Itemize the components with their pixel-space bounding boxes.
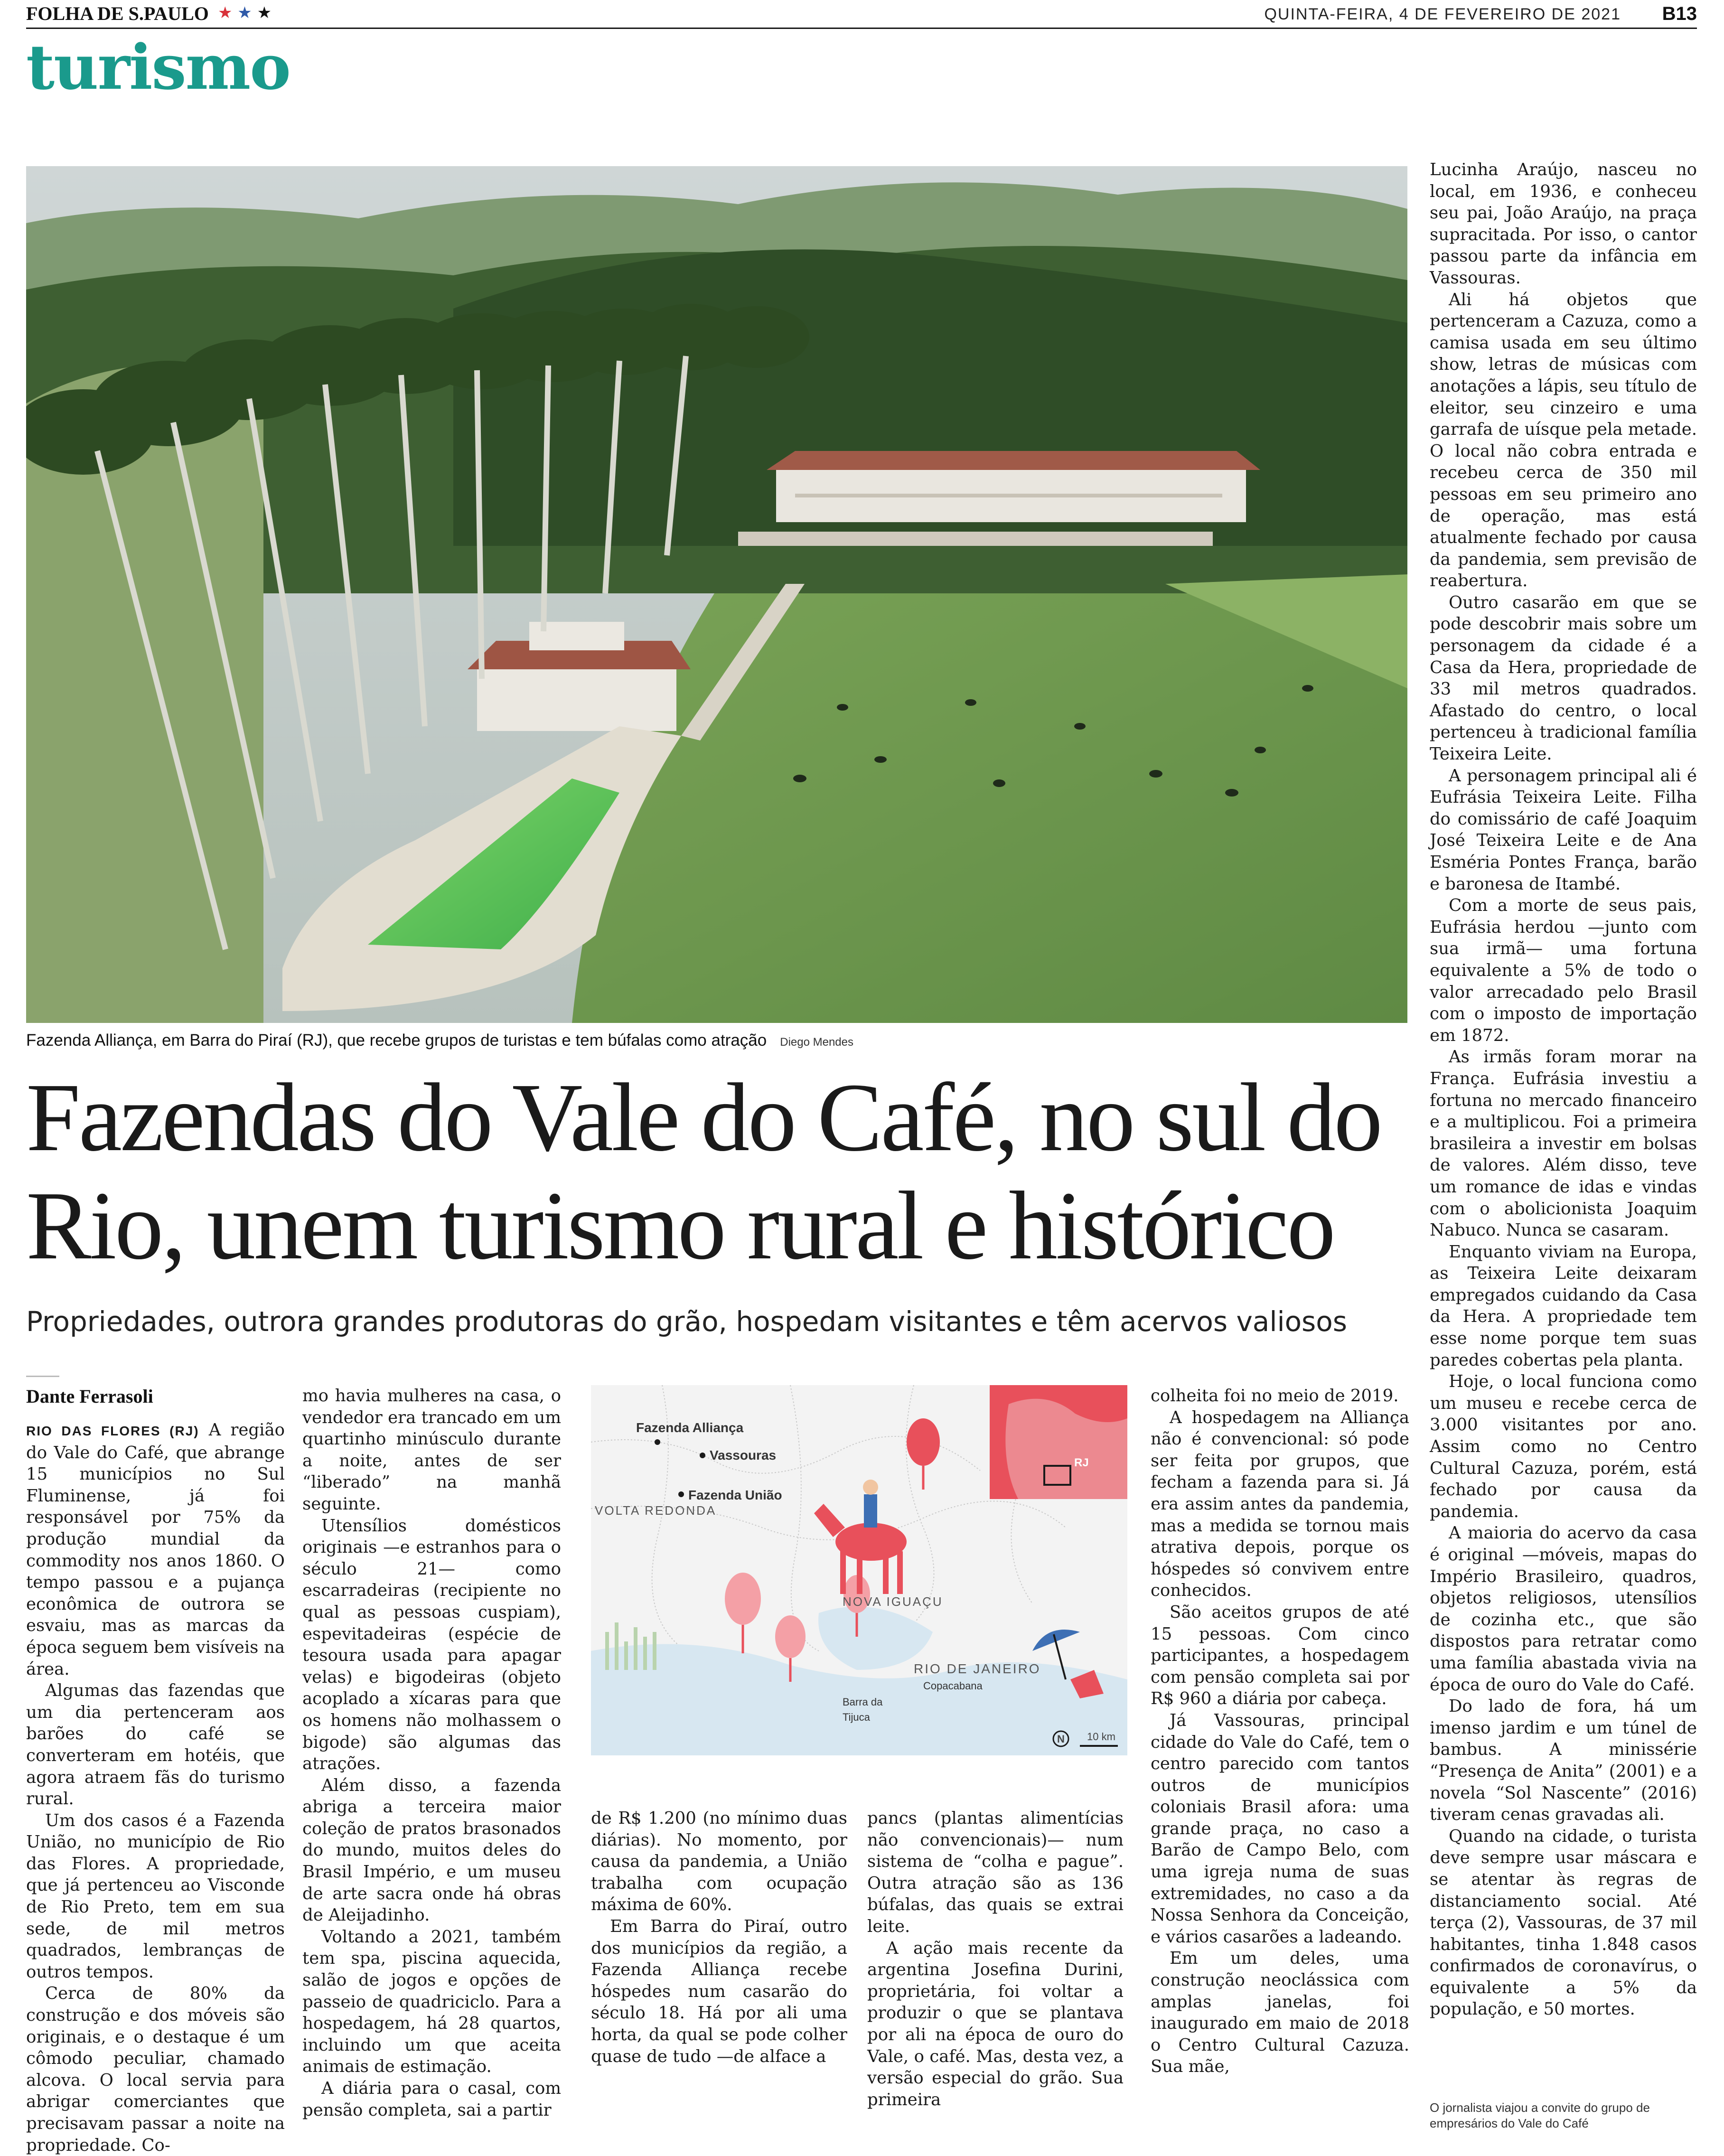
farm-aerial-illustration [26,166,1407,1023]
paragraph: Cerca de 80% da construção e dos móveis são originais, e o destaque é um cômodo peculiar, chamado alcova. O local servia para abrigar comerciantes que precisavam passar a noite na propriedade. Co- [26,1984,285,2155]
paragraph: mo havia mulheres na casa, o vendedor era trancado em um quartinho minúsculo durante a noite, antes de ser “liberado” na manhã seguinte. [302,1386,561,1514]
article-column-2 [302,1385,561,2121]
paragraph: Quando na cidade, o turista deve sempre usar máscara e se atentar às regras de distanciamento social. Até terça (2), Vassouras, de 37 mil habitantes, tinha 1.848 casos confirmados de coronavírus, o equivalente a 5% da população, e 50 mortes. [1430,1826,1697,2019]
map-label-barra-da-tijuca: Barra da Tijuca [843,1696,883,1723]
paragraph: Hoje, o local funciona como um museu e recebe cerca de 3.000 visitantes por ano. Assim como no Centro Cultural Cazuza, porém, está fechado por causa da pandemia. [1430,1372,1697,1521]
paragraph: A ação mais recente da argentina Josefina Durini, proprietária, foi voltar a produzir o que se plantava por ali na época de ouro do Vale, o café. Mas, desta vez, a versão especial do grão. Sua primeira [867,1938,1124,2109]
map-label-fazenda-uniao: Fazenda União [688,1488,782,1502]
paragraph: São aceitos grupos de até 15 pessoas. Com cinco participantes, a hospedagem com pensão completa sai por R$ 960 a diária por cabeça. [1151,1602,1409,1709]
footnote: O jornalista viajou a convite do grupo de empresários do Vale do Café [1430,2100,1650,2130]
map-scale-label: 10 km [1087,1731,1115,1743]
paragraph: Algumas das fazendas que um dia pertenceram aos barões do café se converteram em hotéis, que agora atraem fãs do turismo rural. [26,1681,285,1809]
star-icon: ★ [218,3,233,22]
region-map [591,1385,1127,1755]
map-label-fazenda-allianca: Fazenda Alliança [636,1420,744,1435]
paragraph: Em Barra do Piraí, outro dos municípios da região, a Fazenda Alliança recebe hóspedes num casarão do século 18. Há por ali uma horta, da qual se pode colher quase de tudo —de alface a [591,1916,847,2066]
article-column-6 [1430,159,1697,2020]
photo-caption [26,1031,853,1050]
paragraph: Enquanto viviam na Europa, as Teixeira Leite deixaram empregados cuidando da Casa da Hera. A propriedade tem esse nome porque tem suas paredes cobertas pela planta. [1430,1242,1697,1370]
paragraph: Além disso, a fazenda abriga a terceira maior coleção de pratos brasonados do mundo, muitos deles do Brasil Império, e um museu de arte sacra onde há obras de Aleijadinho. [302,1775,561,1925]
article-column-4 [867,1808,1124,2110]
paragraph: A diária para o casal, com pensão completa, sai a partir [302,2079,561,2120]
issue-date: QUINTA-FEIRA, 4 DE FEVEREIRO DE 2021 [1264,5,1621,23]
paragraph: colheita foi no meio de 2019. [1151,1386,1399,1406]
star-icon: ★ [257,3,272,22]
map-label-nova-iguacu: NOVA IGUAÇU [843,1594,943,1609]
byline: Dante Ferrasoli [26,1386,153,1407]
paragraph: Utensílios domésticos originais —e estranhos para o século 21— como escarradeiras (recipiente no qual as pessoas cuspiam), espevitadeiras (espécie de tesoura usada para apagar velas) e bigodeiras (objeto acoplado a xícaras para que os homens não molhassem o bigode) são algumas das atrações. [302,1516,561,1774]
header-rule [26,28,1697,29]
paragraph [26,1419,285,1680]
paragraph: de R$ 1.200 (no mínimo duas diárias). No momento, por causa da pandemia, a União trabalha com ocupação máxima de 60%. [591,1809,847,1915]
paragraph: Outro casarão em que se pode descobrir mais sobre um personagem da cidade é a Casa da Hera, propriedade de 33 mil metros quadrados. Afastado do centro, o local pertenceu à tradicional família Teixeira Leite. [1430,592,1697,764]
caption-text: Fazenda Alliança, em Barra do Piraí (RJ), que recebe grupos de turistas e tem búfalas como atração [26,1031,767,1050]
article-column-5 [1151,1385,1409,2078]
section-title[interactable]: turismo [26,31,290,103]
paragraph: A maioria do acervo da casa é original —móveis, mapas do Império Brasileiro, quadros, objetos religiosos, utensílios de cozinha etc., que são dispostos para retratar como uma família abastada vivia na época de ouro do Vale do Café. [1430,1523,1697,1695]
logo-stars [218,3,272,22]
map-label-vassouras: Vassouras [710,1448,777,1462]
map-label-copacabana: Copacabana [923,1680,983,1692]
headline: Fazendas do Vale do Café, no sul do Rio, unem turismo rural e histórico [26,1063,1381,1280]
paragraph-text: A região do Vale do Café, que abrange 15 municípios no Sul Fluminense, já foi responsável por 75% da produção mundial da commodity nos anos 1860. O tempo passou e a pujança econômica de outrora se esvaiu, mas as marcas da época seguem bem visíveis na área. [26,1420,285,1679]
map-label-rj: RJ [1074,1456,1089,1469]
paragraph: As irmãs foram morar na França. Eufrásia investiu a fortuna no mercado financeiro e a multiplicou. Foi a primeira brasileira a investir em bolsas de valores. Além disso, teve um romance de idas e vindas com o abolicionista Joaquim Nabuco. Nunca se casaram. [1430,1047,1697,1240]
article-photo [26,166,1407,1023]
newspaper-logo[interactable]: FOLHA DE S.PAULO [26,3,209,24]
map-label-volta-redonda: VOLTA REDONDA [595,1503,717,1518]
star-icon: ★ [237,3,252,22]
paragraph: Em um deles, uma construção neoclássica com amplas janelas, foi inaugurado em maio de 2018 o Centro Cultural Cazuza. Sua mãe, [1151,1949,1409,2077]
article-column-3 [591,1808,847,2067]
subheadline: Propriedades, outrora grandes produtoras do grão, hospedam visitantes e têm acervos valiosos [26,1305,1347,1338]
north-arrow-icon: N [1057,1733,1065,1745]
map-label-rio-de-janeiro: RIO DE JANEIRO [914,1661,1041,1676]
paragraph: Lucinha Araújo, nasceu no local, em 1936, e conheceu seu pai, João Araújo, na praça supracitada. Por isso, o cantor passou parte da infância em Vassouras. [1430,160,1697,288]
paragraph: A personagem principal ali é Eufrásia Teixeira Leite. Filha do comissário de café Joaquim José Teixeira Leite e de Ana Esméria Pontes França, barão e baronesa de Itambé. [1430,766,1697,894]
paragraph: Do lado de fora, há um imenso jardim e um túnel de bambus. A minissérie “Presença de Anita” (2001) e a novela “Sol Nascente” (2016) tiveram cenas gravadas ali. [1430,1697,1697,1825]
article-column-1 [26,1419,285,2156]
dateline-kicker: RIO DAS FLORES (RJ) [26,1424,199,1438]
paragraph: Já Vassouras, principal cidade do Vale do Café, tem o centro parecido com tantos outros de municípios coloniais Brasil afora: uma grande praça, no caso a Barão de Campo Belo, com uma igreja numa de suas extremidades, no caso a da Nossa Senhora da Conceição, e vários casarões a ladeando. [1151,1710,1409,1947]
page-number: B13 [1662,3,1697,24]
byline-rule [26,1376,59,1377]
masthead [26,2,1697,25]
paragraph: Voltando a 2021, também tem spa, piscina aquecida, salão de jogos e opções de passeio de quadriciclo. Para a hospedagem, há 28 quartos, incluindo um que aceita animais de estimação. [302,1927,561,2077]
paragraph: A hospedagem na Alliança não é convencional: só pode ser feita por grupos, que fecham a fazenda para si. Já era assim antes da pandemia, mas a medida se tornou mais atrativa depois, porque os hóspedes só convivem entre conhecidos. [1151,1407,1409,1601]
paragraph: Um dos casos é a Fazenda União, no município de Rio das Flores. A propriedade, que já pertenceu ao Visconde de Rio Preto, tem em sua sede, de mil metros quadrados, lembranças de outros tempos. [26,1810,285,1982]
paragraph: pancs (plantas alimentícias não convencionais)— num sistema de “colha e pague”. Outra atração são as 136 búfalas, das quais se extrai leite. [867,1809,1124,1936]
photo-credit: Diego Mendes [780,1036,853,1049]
paragraph: Ali há objetos que pertenceram a Cazuza, como a camisa usada em seu último show, letras de músicas com anotações a lápis, seu título de eleitor, seu cinzeiro e uma garrafa de uísque pela metade. O local não cobra entrada e recebeu cerca de 350 mil pessoas em seu primeiro ano de operação, mas está atualmente fechado por causa da pandemia, sem previsão de reabertura. [1430,290,1697,591]
paragraph: Com a morte de seus pais, Eufrásia herdou —junto com sua irmã— uma fortuna equivalente a 5% de todo o valor arrecadado pelo Brasil com o imposto de importação em 1872. [1430,896,1697,1045]
